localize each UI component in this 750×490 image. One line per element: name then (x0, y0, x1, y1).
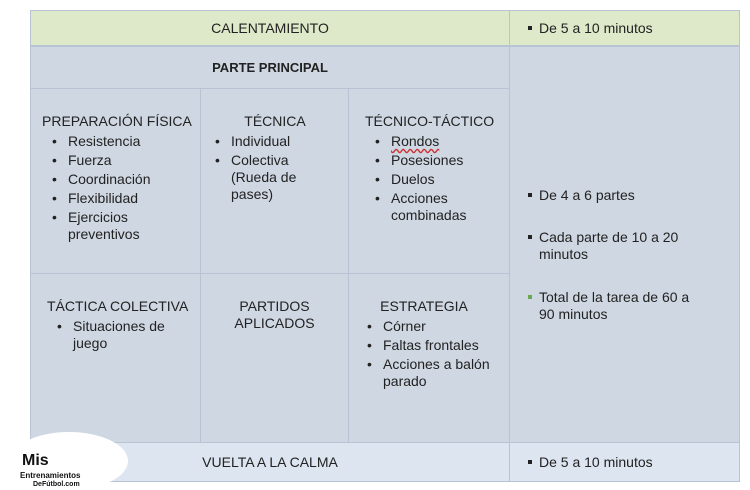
main-title-cell (30, 46, 510, 89)
note-item: Cada parte de 10 a 20 minutos (528, 229, 708, 263)
warmup-title: CALENTAMIENTO (211, 20, 329, 36)
technique-list (205, 133, 348, 203)
strategy-title: ESTRATEGIA (380, 298, 468, 314)
physical-title: PREPARACIÓN FÍSICA (42, 113, 192, 129)
technique-title: TÉCNICA (244, 113, 306, 129)
list-item: • Individual (231, 133, 348, 150)
tech-tactic-cell (348, 88, 510, 274)
note-item: De 4 a 6 partes (528, 187, 728, 204)
list-item: • Faltas frontales (383, 337, 509, 354)
list-item: • Situaciones de juego (73, 318, 183, 352)
list-item: • Acciones a balón parado (383, 356, 508, 390)
list-item: • Colectiva (Rueda de pases) (231, 152, 311, 203)
tech-tactic-list (365, 133, 509, 224)
logo-text-main: Mis (22, 452, 49, 469)
physical-cell (30, 88, 201, 274)
list-item: • Coordinación (68, 171, 200, 188)
list-item: • Posesiones (391, 152, 509, 169)
matches-title-line1: PARTIDOS (239, 298, 310, 314)
list-item: • Córner (383, 318, 509, 335)
warmup-duration: De 5 a 10 minutos (539, 20, 653, 36)
cooldown-duration-cell (509, 442, 740, 482)
note-item: Total de la tarea de 60 a 90 minutos (528, 289, 708, 323)
square-bullet-icon (528, 235, 532, 239)
physical-list (42, 133, 200, 243)
strategy-list (359, 318, 509, 390)
cooldown-title: VUELTA A LA CALMA (202, 454, 338, 470)
list-item: • Rondos (391, 133, 509, 150)
warmup-duration-cell (509, 10, 740, 46)
logo-text-domain: DeFútbol.com (33, 481, 80, 488)
matches-title-line2: APLICADOS (234, 315, 315, 331)
warmup-title-cell (30, 10, 510, 46)
list-item: • Flexibilidad (68, 190, 200, 207)
square-bullet-icon (528, 295, 532, 299)
main-notes-cell (509, 46, 740, 443)
session-table (30, 10, 740, 487)
list-item: • Duelos (391, 171, 509, 188)
list-item: • Resistencia (68, 133, 200, 150)
logo-text-sub: Entrenamientos (20, 471, 81, 480)
matches-cell (200, 273, 349, 443)
square-bullet-icon (528, 26, 532, 30)
strategy-cell (348, 273, 510, 443)
list-item: • Fuerza (68, 152, 200, 169)
tech-tactic-title: TÉCNICO-TÁCTICO (365, 113, 495, 129)
collective-title: TÁCTICA COLECTIVA (47, 298, 189, 314)
collective-list (47, 318, 200, 352)
list-item: • Acciones combinadas (391, 190, 481, 224)
main-title: PARTE PRINCIPAL (212, 60, 328, 75)
list-item: • Ejercicios preventivos (68, 209, 158, 243)
technique-cell (200, 88, 349, 274)
cooldown-duration: De 5 a 10 minutos (539, 454, 653, 470)
square-bullet-icon (528, 460, 532, 464)
square-bullet-icon (528, 193, 532, 197)
collective-cell (30, 273, 201, 443)
